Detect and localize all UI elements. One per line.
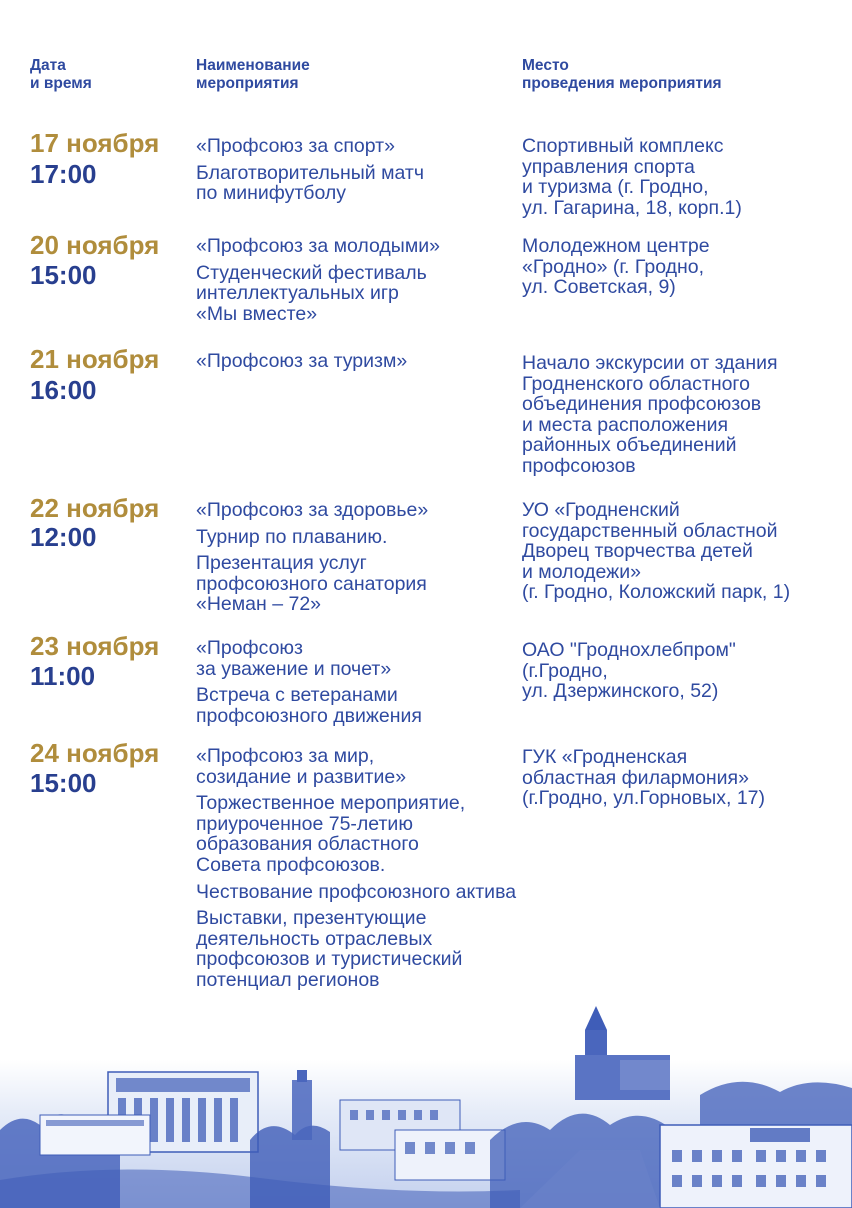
detail-line: Совета профсоюзов. [196, 853, 386, 876]
event-time: 12:00 [30, 522, 97, 552]
place-line: УО «Гродненский [522, 499, 680, 521]
city-skyline-illustration [0, 1000, 852, 1208]
event-detail [196, 263, 440, 325]
event-description [196, 638, 422, 726]
detail-line: по минифутболу [196, 182, 347, 205]
event-time: 17:00 [30, 159, 97, 189]
event-place [522, 236, 710, 298]
header-date-time [30, 57, 92, 93]
event-description [196, 500, 428, 615]
title-line: «Профсоюз за молодыми» [196, 235, 440, 257]
place-line: (г.Гродно, ул.Горновых, 17) [522, 787, 766, 810]
event-time: 16:00 [30, 375, 97, 405]
event-time: 11:00 [30, 661, 96, 691]
place-line: ОАО "Гроднохлебпром" [522, 639, 736, 661]
event-place [522, 353, 778, 477]
event-title [196, 236, 440, 257]
place-line: ул. Дзержинского, 52) [522, 680, 719, 703]
event-title [196, 638, 422, 679]
place-line: ГУК «Гродненская [522, 746, 688, 768]
title-line: «Профсоюз [196, 637, 303, 659]
header-venue-line2: проведения мероприятия [522, 75, 722, 92]
detail-line: Встреча с ветеранами [196, 684, 398, 707]
header-venue [522, 57, 722, 93]
event-title [196, 746, 516, 787]
detail-line: Турнир по плаванию. [196, 525, 388, 548]
header-event-line2: мероприятия [196, 75, 299, 92]
header-venue-line1: Место [522, 57, 569, 74]
place-line: и места расположения [522, 413, 729, 436]
detail-line: «Мы вместе» [196, 302, 318, 325]
place-line: и туризма (г. Гродно, [522, 176, 709, 199]
event-detail [196, 685, 422, 726]
event-date: 22 ноября [30, 493, 160, 523]
event-place [522, 640, 736, 702]
event-title [196, 136, 424, 157]
event-place [522, 747, 765, 809]
detail-line: Презентация услуг [196, 552, 367, 575]
event-time: 15:00 [30, 260, 97, 290]
place-line: и молодежи» [522, 560, 641, 583]
event-title [196, 351, 407, 372]
detail-line: профсоюзного движения [196, 704, 422, 727]
event-title [196, 500, 428, 521]
church-tower [575, 1006, 670, 1100]
detail-line: потенциал регионов [196, 968, 380, 991]
header-event-line1: Наименование [196, 57, 310, 74]
event-date: 21 ноября [30, 344, 160, 374]
detail-line: интеллектуальных игр [196, 282, 399, 305]
place-line: областная филармония» [522, 766, 749, 789]
detail-line: Торжественное мероприятие, [196, 792, 466, 815]
place-line: управления спорта [522, 155, 695, 178]
detail-line: Выставки, презентующие [196, 907, 427, 930]
event-detail [196, 793, 516, 875]
event-place [522, 500, 790, 603]
event-description [196, 746, 516, 991]
place-line: Молодежном центре [522, 235, 710, 257]
place-line: Спортивный комплекс [522, 135, 724, 157]
title-line: созидание и развитие» [196, 765, 407, 788]
event-description [196, 236, 440, 324]
title-line: «Профсоюз за здоровье» [196, 499, 429, 521]
place-line: (г. Гродно, Коложский парк, 1) [522, 581, 791, 604]
place-line: профсоюзов [522, 454, 636, 477]
detail-line: Благотворительный матч [196, 161, 425, 184]
event-detail [196, 163, 424, 204]
detail-line: профсоюзного санатория [196, 572, 427, 595]
detail-line: профсоюзов и туристический [196, 948, 463, 971]
event-detail [196, 908, 516, 990]
header-date-line2: и время [30, 75, 92, 92]
event-description [196, 351, 407, 372]
detail-line: Студенческий фестиваль [196, 261, 427, 284]
detail-line: образования областного [196, 833, 419, 856]
header-event-name [196, 57, 310, 93]
place-line: государственный областной [522, 519, 778, 542]
event-date: 17 ноября [30, 128, 160, 158]
detail-line: деятельность отраслевых [196, 927, 433, 950]
event-place [522, 136, 742, 218]
place-line: (г.Гродно, [522, 659, 608, 682]
title-line: «Профсоюз за туризм» [196, 350, 408, 372]
place-line: Дворец творчества детей [522, 540, 753, 563]
place-line: районных объединений [522, 434, 737, 457]
place-line: Гродненского областного [522, 372, 750, 395]
header-date-line1: Дата [30, 57, 66, 74]
event-date: 20 ноября [30, 230, 160, 260]
place-line: ул. Гагарина, 18, корп.1) [522, 196, 742, 219]
factory-building [660, 1125, 852, 1208]
event-detail [196, 527, 428, 548]
title-line: за уважение и почет» [196, 657, 392, 680]
event-date: 24 ноября [30, 738, 160, 768]
title-line: «Профсоюз за спорт» [196, 135, 395, 157]
detail-line: Чествование профсоюзного актива [196, 880, 517, 903]
place-line: Начало экскурсии от здания [522, 352, 778, 374]
detail-line: приуроченное 75-летию [196, 812, 413, 835]
event-description [196, 136, 424, 204]
event-time: 15:00 [30, 768, 97, 798]
place-line: объединения профсоюзов [522, 393, 762, 416]
event-date: 23 ноября [30, 631, 160, 661]
event-detail [196, 553, 428, 615]
place-line: ул. Советская, 9) [522, 276, 676, 299]
title-line: «Профсоюз за мир, [196, 745, 375, 767]
event-detail [196, 882, 516, 903]
place-line: «Гродно» (г. Гродно, [522, 255, 705, 278]
detail-line: «Неман – 72» [196, 593, 322, 616]
